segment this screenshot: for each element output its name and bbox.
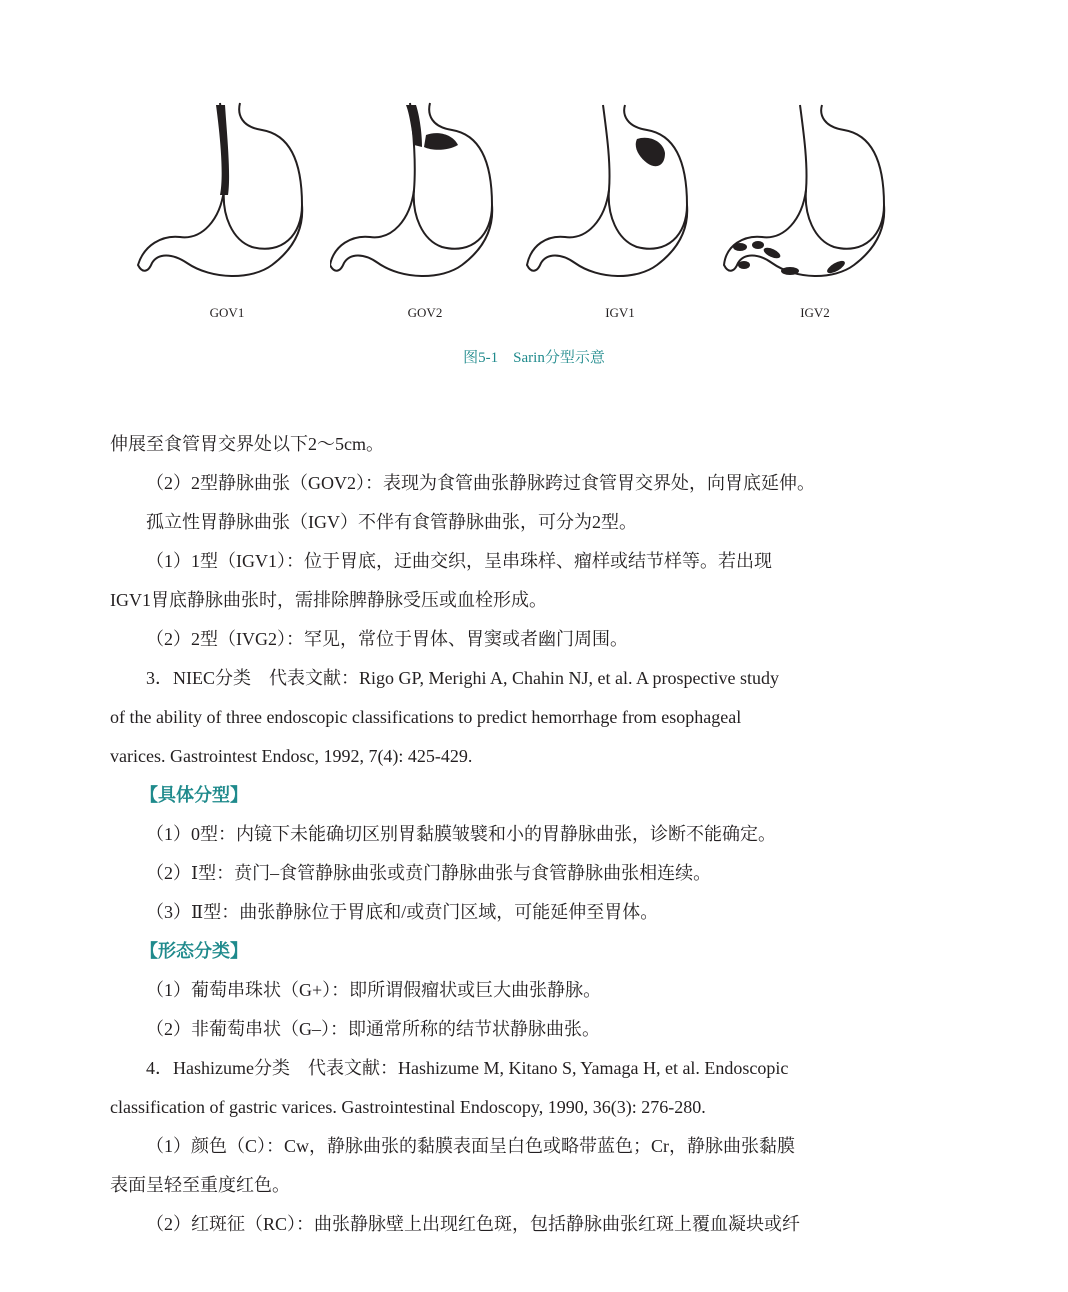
- section-heading: 【具体分型】: [140, 785, 248, 805]
- stomach-diagram-gov2: [330, 95, 520, 320]
- paragraph: 孤立性胃静脉曲张（IGV）不伴有食管静脉曲张，可分为2型。: [146, 512, 637, 532]
- section-heading: 【形态分类】: [140, 941, 248, 961]
- paragraph: （1）颜色（C）：Cw，静脉曲张的黏膜表面呈白色或略带蓝色；Cr，静脉曲张黏膜: [146, 1136, 796, 1156]
- paragraph: 伸展至食管胃交界处以下2～5cm。: [110, 434, 384, 454]
- stomach-diagram-igv1: [525, 95, 715, 320]
- paragraph: 3．NIEC分类 代表文献：Rigo GP, Merighi A, Chahin NJ, et al. A prospective study: [146, 668, 779, 688]
- paragraph: （2）2型（IVG2）：罕见，常位于胃体、胃窦或者幽门周围。: [146, 629, 628, 649]
- paragraph: 4．Hashizume分类 代表文献：Hashizume M, Kitano S, Yamaga H, et al. Endoscopic: [146, 1058, 789, 1078]
- figure-label-gov1: GOV1: [209, 305, 245, 320]
- figure-label-igv1: IGV1: [605, 305, 635, 320]
- figure-caption: 图5-1 Sarin分型示意: [463, 350, 605, 366]
- stomach-diagram-gov1: [132, 95, 322, 320]
- stomach-diagram-igv2: [720, 95, 910, 320]
- paragraph: （2）非葡萄串状（G–）：即通常所称的结节状静脉曲张。: [146, 1019, 600, 1039]
- body-text: [110, 425, 908, 1244]
- paragraph: （1）1型（IGV1）：位于胃底，迂曲交织，呈串珠样、瘤样或结节样等。若出现: [146, 551, 772, 571]
- paragraph: IGV1胃底静脉曲张时，需排除脾静脉受压或血栓形成。: [110, 590, 547, 610]
- paragraph: （2）红斑征（RC）：曲张静脉壁上出现红色斑，包括静脉曲张红斑上覆血凝块或纤: [146, 1214, 801, 1234]
- paragraph: 表面呈轻至重度红色。: [110, 1175, 290, 1195]
- paragraph: （3）Ⅱ型：曲张静脉位于胃底和/或贲门区域，可能延伸至胃体。: [146, 902, 659, 922]
- figure-label-gov2: GOV2: [407, 305, 443, 320]
- paragraph: （2）Ⅰ型：贲门–食管静脉曲张或贲门静脉曲张与食管静脉曲张相连续。: [146, 863, 712, 883]
- paragraph: classification of gastric varices. Gastrointestinal Endoscopy, 1990, 36(3): 276-280.: [110, 1097, 706, 1117]
- paragraph: （2）2型静脉曲张（GOV2）：表现为食管曲张静脉跨过食管胃交界处，向胃底延伸。: [146, 473, 815, 493]
- paragraph: of the ability of three endoscopic classifications to predict hemorrhage from esophageal: [110, 707, 742, 727]
- paragraph: varices. Gastrointest Endosc, 1992, 7(4): 425-429.: [110, 746, 473, 766]
- paragraph: （1）葡萄串珠状（G+）：即所谓假瘤状或巨大曲张静脉。: [146, 980, 602, 1000]
- figure-label-igv2: IGV2: [800, 305, 830, 320]
- paragraph: （1）0型：内镜下未能确切区别胃黏膜皱襞和小的胃静脉曲张，诊断不能确定。: [146, 824, 776, 844]
- sarin-classification-figure: [120, 95, 920, 325]
